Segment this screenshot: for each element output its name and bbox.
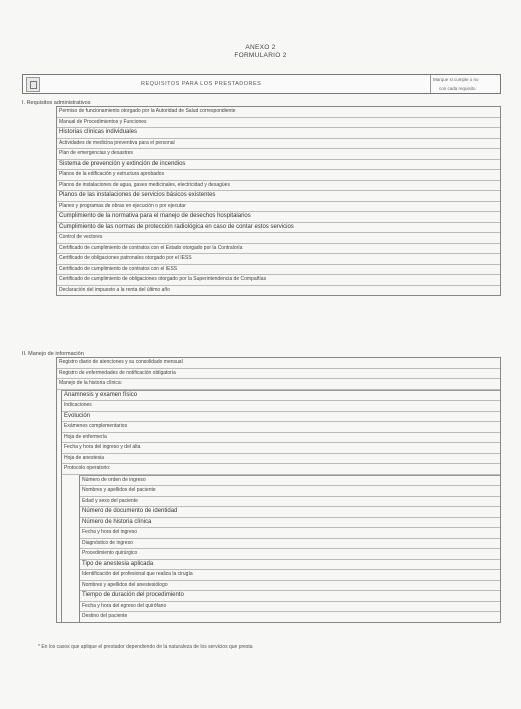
table-row: Manual de Procedimientos y Funciones — [57, 118, 500, 129]
table-row: Planos de instalaciones de agua, gases medicinales, electricidad y desagües — [57, 181, 500, 192]
institution-logo-icon — [26, 77, 40, 92]
header-divider — [430, 75, 431, 93]
table-row: Número de documento de identidad — [80, 507, 500, 518]
table-row: Registro diario de atenciones y su consolidado mensual — [57, 358, 500, 369]
operative-protocol-subtable — [79, 475, 500, 622]
table-row: Cumplimiento de las normas de protección radiológica en caso de contar estos servicios — [57, 223, 500, 234]
header-box-title: REQUISITOS PARA LOS PRESTADORES — [141, 81, 262, 87]
table-row: Evolución — [62, 412, 500, 423]
table-row: Tiempo de duración del procedimiento — [80, 591, 500, 602]
table-row: Fecha y hora del egreso del quirófano — [80, 602, 500, 613]
table-row: Edad y sexo del paciente — [80, 497, 500, 508]
table-row: Hoja de enfermería — [62, 433, 500, 444]
annex-title: ANEXO 2 — [245, 44, 276, 51]
table-row: Indicaciones — [62, 401, 500, 412]
table-row: Certificado de cumplimiento de contratos con el Estado otorgado por la Contraloría — [57, 244, 500, 255]
table-row: Protocolo operatorio: — [62, 464, 500, 475]
table-row: Número de orden de ingreso — [80, 476, 500, 487]
table-row: Certificado de cumplimiento de obligaciones otorgado por la Superintendencia de Compañías — [57, 275, 500, 286]
table-row: Permiso de funcionamiento otorgado por la Autoridad de Salud correspondiente — [57, 107, 500, 118]
table-row: Declaración del impuesto a la renta del último año — [59, 286, 170, 293]
table-row: Planos de las instalaciones de servicios básicos existentes — [57, 191, 500, 202]
table-row: Sistema de prevención y extinción de incendios — [57, 160, 500, 171]
table-row: Diagnóstico de ingreso — [80, 539, 500, 550]
header-instruction-bottom: con cada requisito — [439, 86, 476, 91]
table-row: Historias clínicas individuales — [57, 128, 500, 139]
table-row: Fecha y hora del ingreso — [80, 528, 500, 539]
table-row: Registro de enfermedades de notificación obligatoria — [57, 369, 500, 380]
table-row: Control de vectores — [57, 233, 500, 244]
administrative-requirements-table — [56, 106, 501, 296]
table-row: Certificado de obligaciones patronales otorgado por el IESS — [57, 254, 500, 265]
table-row: Manejo de la historia clínica: — [57, 379, 500, 390]
table-row: Número de historia clínica — [80, 518, 500, 529]
header-instruction-top: Marque si cumple o no — [433, 77, 479, 82]
table-row: Identificación del profesional que realiza la cirugía — [80, 570, 500, 581]
table-row: Certificado de cumplimiento de contratos con el IESS — [57, 265, 500, 276]
table-row: Cumplimiento de la normativa para el manejo de desechos hospitalarios — [57, 212, 500, 223]
table-row: Fecha y hora del ingreso y del alta — [62, 443, 500, 454]
table-row: Nombres y apellidos del anestesiólogo — [80, 581, 500, 592]
clinical-history-subtable — [61, 390, 500, 622]
table-row: Nombres y apellidos del paciente — [80, 486, 500, 497]
table-row: Anamnesis y examen físico — [62, 391, 500, 402]
form-title: FORMULARIO 2 — [234, 52, 287, 59]
table-row: Plan de emergencias y desastres — [57, 149, 500, 160]
table-row: Tipo de anestesia aplicada — [80, 560, 500, 571]
information-management-table — [56, 357, 501, 623]
table-row: Procedimiento quirúrgico — [80, 549, 500, 560]
table-row: Exámenes complementarios — [62, 422, 500, 433]
table-row: Planos de la edificación y estructura aprobados — [57, 170, 500, 181]
section-title-administrative: I. Requisitos administrativos — [22, 100, 91, 106]
table-row: Destino del paciente — [82, 613, 128, 619]
table-row: Hoja de anestesia — [62, 454, 500, 465]
table-row: Actividades de medicina preventiva para el personal — [57, 139, 500, 150]
table-row: Planes y programas de obras en ejecución o por ejecutar — [57, 202, 500, 213]
section-title-information: II. Manejo de información — [22, 351, 84, 357]
header-box — [22, 74, 501, 94]
footnote: * En los casos que aplique el prestador dependiendo de la naturaleza de los servicios que presta — [38, 644, 253, 650]
